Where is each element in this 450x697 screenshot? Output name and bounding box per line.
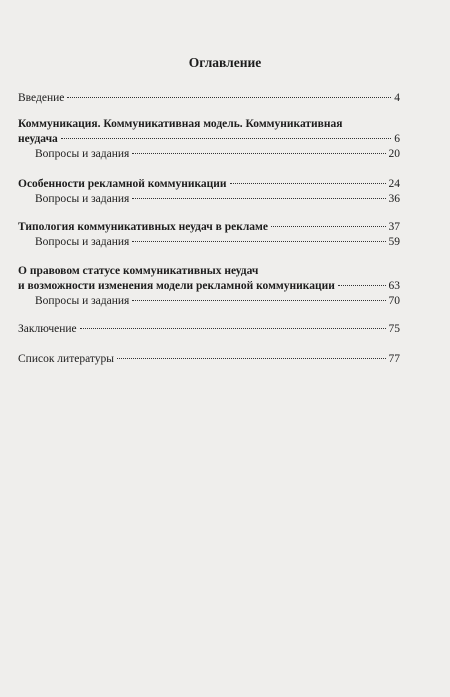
toc-entry-label: Введение: [18, 92, 65, 104]
leader-dots: [230, 183, 386, 184]
toc-page-number: 6: [394, 133, 400, 145]
toc-page-number: 4: [394, 92, 400, 104]
toc-entry-chapter-4[interactable]: [18, 280, 400, 293]
toc-entry-chapter-3-questions[interactable]: [35, 236, 400, 249]
toc-page-number: 36: [388, 193, 400, 205]
toc-entry-label: Вопросы и задания: [35, 295, 130, 307]
leader-dots: [338, 285, 386, 286]
leader-dots: [61, 138, 391, 139]
leader-dots: [132, 241, 385, 242]
toc-page-number: 24: [388, 178, 400, 190]
toc-entry-label: Особенности рекламной коммуникации: [18, 178, 227, 190]
toc-entry-label: Типология коммуникативных неудач в рекламе: [18, 221, 268, 233]
toc-page-number: 63: [388, 280, 400, 292]
toc-entry-label: Вопросы и задания: [35, 193, 130, 205]
leader-dots: [271, 226, 386, 227]
toc-entry-label: Вопросы и задания: [35, 236, 130, 248]
leader-dots: [117, 358, 386, 359]
leader-dots: [80, 328, 386, 329]
toc-entry-label: Список литературы: [18, 353, 114, 365]
toc-entry-chapter-2-questions[interactable]: [35, 193, 400, 206]
toc-chapter-4-title-line1: О правовом статусе коммуникативных неудач: [18, 265, 259, 277]
toc-entry-chapter-1[interactable]: [18, 133, 400, 146]
toc-entry-chapter-1-questions[interactable]: [35, 148, 400, 161]
toc-entry-label: неудача: [18, 133, 58, 145]
toc-page-number: 70: [388, 295, 400, 307]
toc-entry-label: Вопросы и задания: [35, 148, 130, 160]
leader-dots: [132, 198, 385, 199]
leader-dots: [67, 97, 391, 98]
leader-dots: [132, 153, 385, 154]
toc-entry-label: Заключение: [18, 323, 77, 335]
toc-page-number: 37: [388, 221, 400, 233]
toc-page-number: 59: [388, 236, 400, 248]
toc-entry-chapter-3[interactable]: [18, 221, 400, 234]
toc-page-number: 77: [388, 353, 400, 365]
toc-page-number: 20: [388, 148, 400, 160]
toc-entry-conclusion[interactable]: [18, 323, 400, 336]
toc-page-number: 75: [388, 323, 400, 335]
toc-heading: Оглавление: [188, 55, 262, 70]
toc-chapter-1-title-line1: Коммуникация. Коммуникативная модель. Коммуникативная: [18, 118, 343, 130]
toc-entry-references[interactable]: [18, 353, 400, 366]
leader-dots: [132, 300, 385, 301]
toc-entry-label: и возможности изменения модели рекламной коммуникации: [18, 280, 335, 292]
toc-entry-chapter-4-questions[interactable]: [35, 295, 400, 308]
toc-entry-chapter-2[interactable]: [18, 178, 400, 191]
toc-entry-intro[interactable]: [18, 92, 400, 105]
